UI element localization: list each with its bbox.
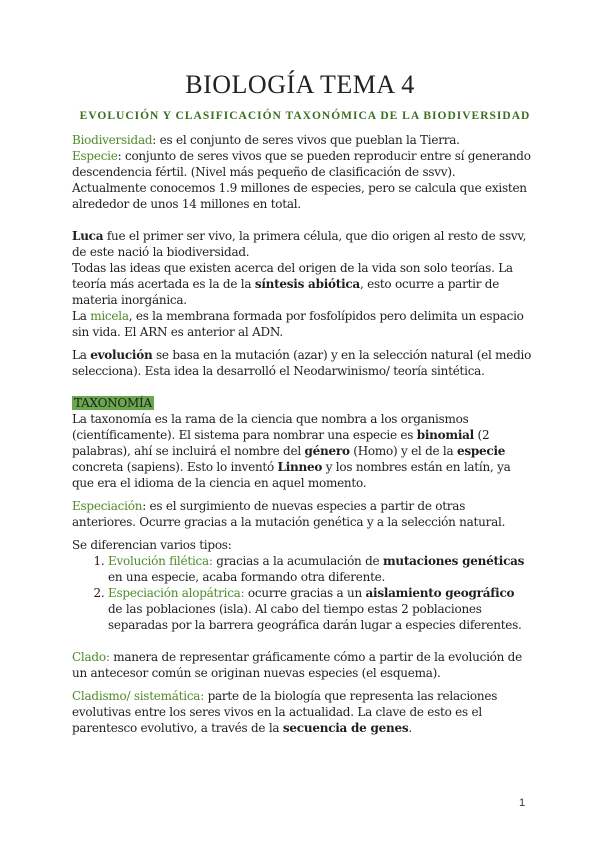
text: La taxonomía es la rama de la ciencia que nombra a los organismos (científicamente). El sistema para nombrar una especie es (72, 412, 469, 442)
paragraph-clado (72, 649, 532, 681)
text: , esto ocurre a partir de materia inorgánica. (72, 277, 500, 307)
page-number: 1 (519, 797, 526, 809)
term-secuencia-genes: secuencia de genes (282, 721, 409, 735)
text: se basa en la mutación (azar) y en la selección natural (el medio selecciona). Esta idea la desarrolló el Neodarwinismo/ teoría sintética. (72, 348, 532, 378)
text: de las poblaciones (isla). Al cabo del tiempo estas 2 poblaciones separadas por la barrera geográfica darán lugar a especies diferentes. (108, 602, 522, 632)
term-clado: Clado: (72, 650, 110, 664)
text: manera de representar gráficamente cómo a partir de la evolución de un antecesor común se originan nuevas especies (el esquema). (72, 650, 522, 680)
term-especiacion-alopatrica: Especiación alopátrica: (108, 586, 245, 600)
term-especie: especie (457, 444, 506, 458)
paragraph-especiacion (72, 498, 532, 530)
page-subtitle: EVOLUCIÓN Y CLASIFICACIÓN TAXONÓMICA DE LA BIODIVERSIDAD (79, 110, 531, 122)
term-binomial: binomial (416, 428, 474, 442)
list-item (108, 585, 532, 633)
text: parte de la biología que representa las relaciones evolutivas entre los seres vivos en la actualidad. La clave de esto es el parentesco evolutivo, a través de la (72, 689, 498, 735)
text: concreta (sapiens). Esto lo inventó (72, 460, 278, 474)
text: : es el surgimiento de nuevas especies a partir de otras anteriores. Ocurre gracias a la mutación genética y a la selección natural. (72, 499, 506, 529)
types-list (72, 553, 532, 633)
term-luca: Luca (72, 229, 104, 243)
term-cladismo: Cladismo/ sistemática: (72, 689, 205, 703)
text: La (72, 348, 91, 362)
paragraph-origin (72, 228, 532, 340)
text: , es la membrana formada por fosfolípidos pero delimita un espacio sin vida. El ARN es anterior al ADN. (72, 309, 524, 339)
term-biodiversidad: Biodiversidad (72, 133, 153, 147)
term-evolucion-filetica: Evolución filética: (108, 554, 213, 568)
paragraph-definitions (72, 132, 532, 212)
section-heading: TAXONOMÍA (74, 396, 152, 410)
paragraph-cladismo (72, 688, 532, 736)
text: y los nombres están en latín, ya que era el idioma de la ciencia en aquel momento. (72, 460, 511, 490)
text: : conjunto de seres vivos que se pueden reproducir entre sí generando descendencia fértil. (Nivel más pequeño de clasificación de ssvv). (72, 149, 531, 179)
text: (Homo) y el de la (349, 444, 457, 458)
term-sintesis-abiotica: síntesis abiótica (254, 277, 360, 291)
document-body (72, 132, 532, 736)
term-genero: género (304, 444, 350, 458)
list-item (108, 553, 532, 585)
term-especie: Especie (72, 149, 118, 163)
text: . (408, 721, 412, 735)
text: fue el primer ser vivo, la primera célula, que dio origen al resto de ssvv, de este nació la biodiversidad. (72, 229, 527, 259)
paragraph-taxonomy (72, 411, 532, 491)
heading-taxonomia (72, 395, 532, 411)
text: Actualmente conocemos 1.9 millones de especies, pero se calcula que existen alrededor de unos 14 millones en total. (72, 181, 527, 211)
types-intro: Se diferencian varios tipos: (72, 538, 232, 552)
text: gracias a la acumulación de (212, 554, 383, 568)
term-aislamiento-geografico: aislamiento geográfico (365, 586, 515, 600)
paragraph-evolution (72, 347, 532, 379)
term-mutaciones-geneticas: mutaciones genéticas (382, 554, 525, 568)
text: ocurre gracias a un (244, 586, 366, 600)
text: : es el conjunto de seres vivos que pueblan la Tierra. (152, 133, 460, 147)
term-linneo: Linneo (277, 460, 323, 474)
text: La (72, 309, 91, 323)
text: Todas las ideas que existen acerca del origen de la vida son solo teorías. La teoría más acertada es la de la (72, 261, 513, 291)
page-title: BIOLOGÍA TEMA 4 (185, 70, 415, 99)
text: en una especie, acaba formando otra diferente. (108, 570, 386, 584)
text: (2 palabras), ahí se incluirá el nombre del (72, 428, 490, 458)
term-especiacion: Especiación (72, 499, 143, 513)
term-micela: micela (90, 309, 129, 323)
term-evolucion: evolución (90, 348, 153, 362)
